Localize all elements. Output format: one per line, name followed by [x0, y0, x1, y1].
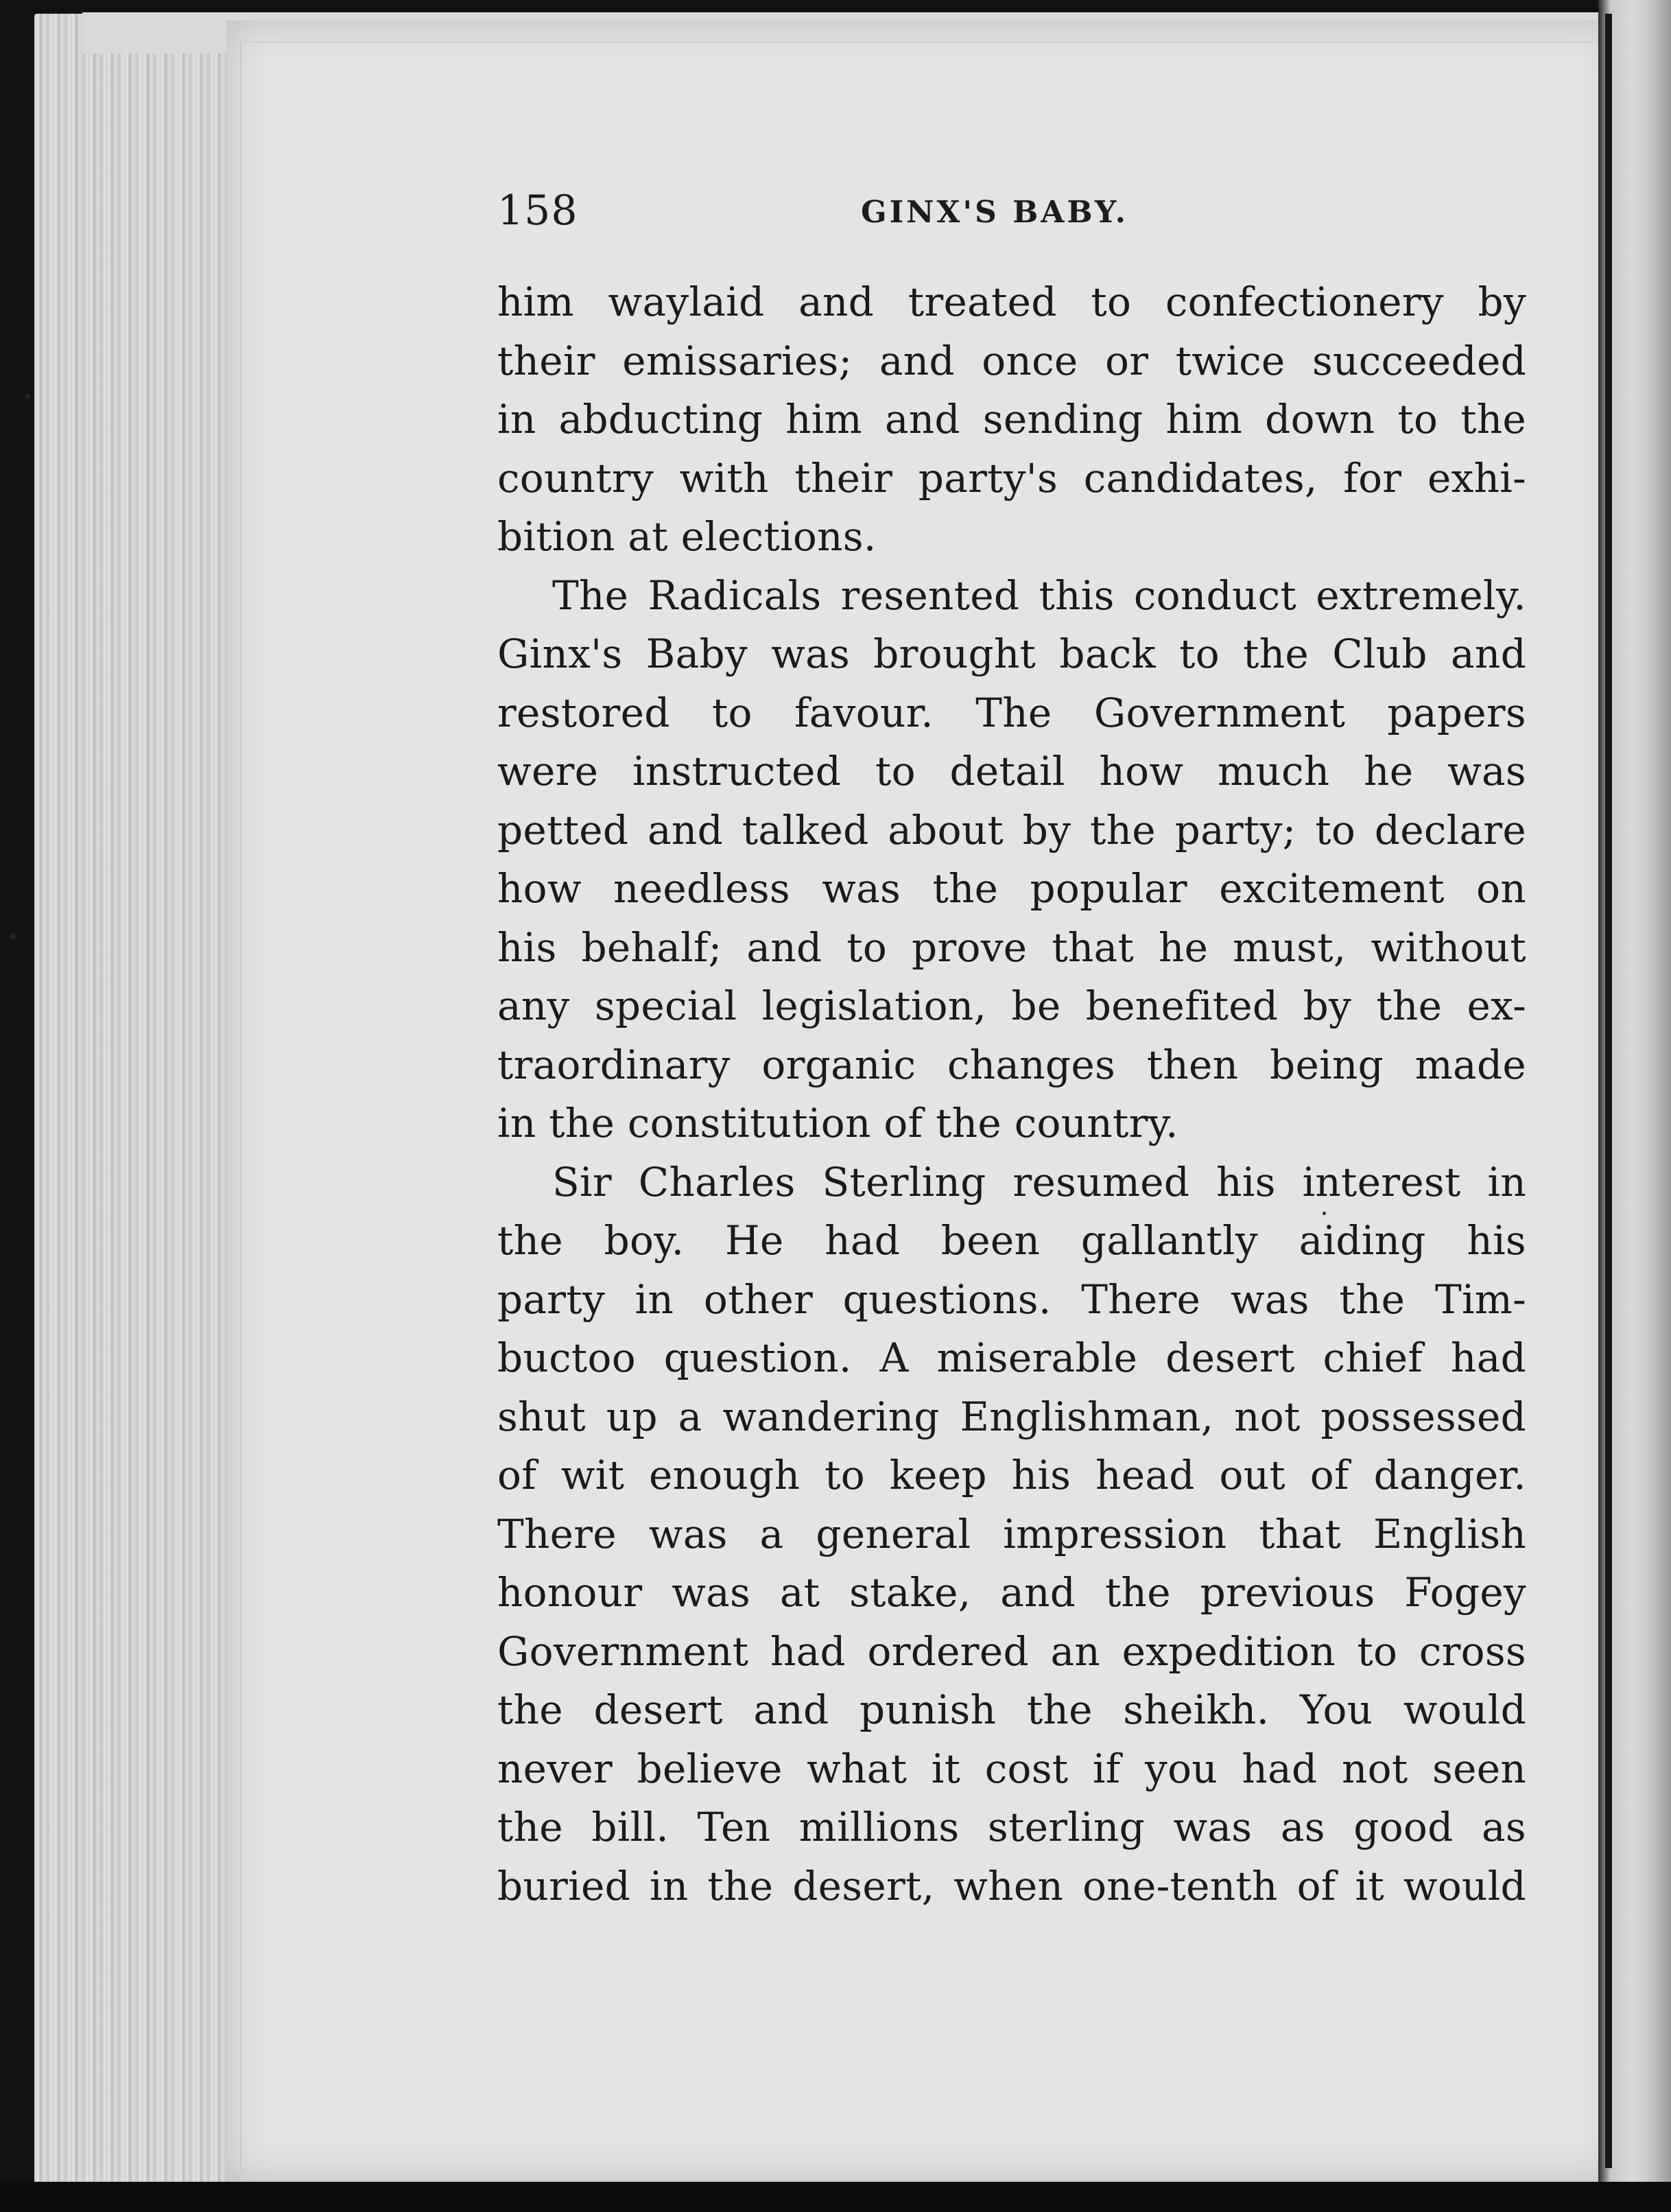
- text-line: Government had ordered an expedition to cross: [497, 1627, 1526, 1675]
- text-line: his behalf; and to prove that he must, without: [497, 923, 1526, 971]
- page-number: 158: [497, 187, 578, 235]
- scan-speck: [25, 394, 30, 399]
- scan-bottom-edge: [0, 2182, 1671, 2212]
- text-line: Ginx's Baby was brought back to the Club and: [497, 631, 1526, 677]
- running-header: [497, 187, 1183, 242]
- text-line: him waylaid and treated to confectionery by: [497, 279, 1526, 325]
- text-line: party in other questions. There was the Tim-: [497, 1275, 1526, 1323]
- text-line: There was a general impression that English: [497, 1510, 1526, 1557]
- running-title: GINX'S BABY.: [861, 195, 1128, 230]
- text-line: never believe what it cost if you had not seen: [497, 1745, 1526, 1792]
- text-line: of wit enough to keep his head out of danger.: [497, 1452, 1526, 1498]
- text-line: shut up a wandering Englishman, not possessed: [497, 1393, 1526, 1440]
- text-line: were instructed to detail how much he was: [497, 748, 1526, 795]
- text-line: their emissaries; and once or twice succeeded: [497, 337, 1526, 384]
- text-line: buctoo question. A miserable desert chief had: [497, 1334, 1526, 1381]
- text-line: restored to favour. The Government papers: [497, 689, 1526, 736]
- text-line: the boy. He had been gallantly aiding his: [497, 1217, 1526, 1264]
- gutter-shadow-line: [1605, 14, 1612, 2168]
- text-line: petted and talked about by the party; to declare: [497, 806, 1526, 854]
- text-line: how needless was the popular excitement on: [497, 865, 1526, 912]
- body-text: [497, 273, 1526, 1916]
- text-line: the desert and punish the sheikh. You would: [497, 1686, 1526, 1733]
- paragraph-start-line: The Radicals resented this conduct extremely.: [552, 572, 1526, 619]
- scan-speck: [10, 933, 16, 940]
- text-line: country with their party's candidates, for exhi-: [497, 454, 1526, 502]
- text-line: traordinary organic changes then being made: [497, 1041, 1526, 1088]
- text-line: in abducting him and sending him down to the: [497, 396, 1526, 443]
- text-line: the bill. Ten millions sterling was as good as: [497, 1804, 1526, 1850]
- text-line: any special legislation, be benefited by the ex-: [497, 983, 1526, 1029]
- text-line: honour was at stake, and the previous Fogey: [497, 1569, 1526, 1616]
- text-line: buried in the desert, when one-tenth of it would: [497, 1862, 1526, 1909]
- text-line: in the constitution of the country.: [497, 1100, 1178, 1146]
- paragraph-start-line: Sir Charles Sterling resumed his interest in: [552, 1158, 1526, 1205]
- text-line: bition at elections.: [497, 513, 877, 560]
